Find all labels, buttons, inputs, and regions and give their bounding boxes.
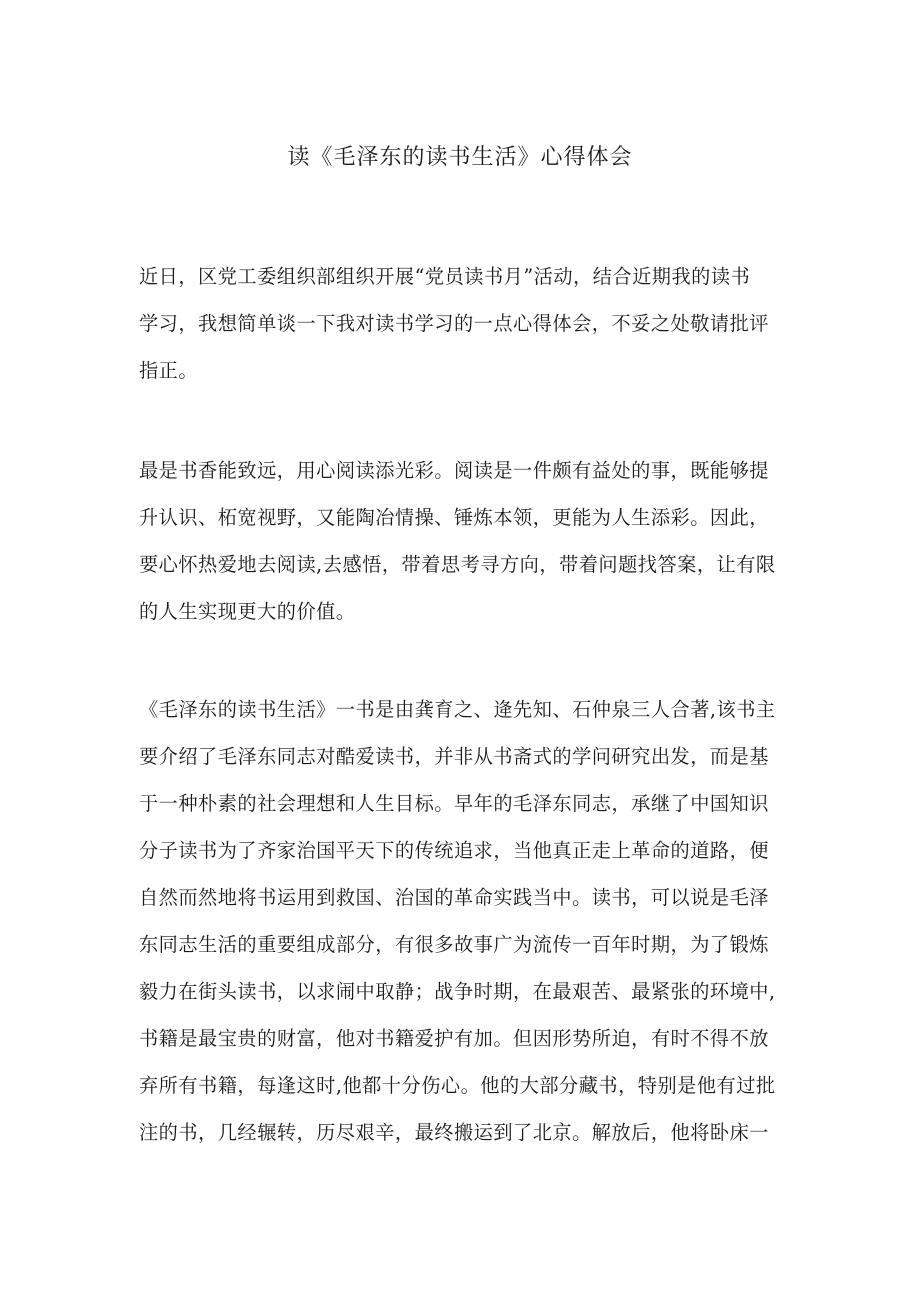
text-line: 最是书香能致远，用心阅读添光彩。阅读是一件颇有益处的事，既能够提 <box>139 459 769 482</box>
text-line: 分子读书为了齐家治国平天下的传统追求，当他真正走上革命的道路，便 <box>139 839 769 862</box>
paragraph-book <box>139 695 799 1165</box>
text-line: 东同志生活的重要组成部分，有很多故事广为流传一百年时期，为了锻炼 <box>139 933 769 956</box>
text-line: 要心怀热爱地去阅读,去感悟，带着思考寻方向，带着问题找答案，让有限 <box>139 553 776 576</box>
paragraph-intro <box>139 262 799 403</box>
text-line: 《毛泽东的读书生活》一书是由龚育之、逄先知、石仲泉三人合著,该书主 <box>139 698 776 721</box>
text-line: 毅力在街头读书，以求闹中取静；战争时期，在最艰苦、最紧张的环境中, <box>139 980 776 1003</box>
text-line: 近日，区党工委组织部组织开展“党员读书月”活动，结合近期我的读书 <box>139 265 751 288</box>
paragraph-reading <box>139 456 799 644</box>
text-line: 自然而然地将书运用到救国、治国的革命实践当中。读书，可以说是毛泽 <box>139 886 769 909</box>
text-line: 的人生实现更大的价值。 <box>139 600 356 623</box>
text-line: 升认识、柘宽视野，又能陶冶情操、锤炼本领，更能为人生添彩。因此， <box>139 506 769 529</box>
text-line: 注的书，几经辗转，历尽艰辛，最终搬运到了北京。解放后，他将卧床一 <box>139 1121 769 1144</box>
text-line: 学习，我想简单谈一下我对读书学习的一点心得体会，不妥之处敬请批评 <box>139 312 769 335</box>
text-line: 指正。 <box>139 359 199 382</box>
document-title: 读《毛泽东的读书生活》心得体会 <box>287 145 633 170</box>
text-line: 弃所有书籍，每逢这时,他都十分伤心。他的大部分藏书，特别是他有过批 <box>139 1074 776 1097</box>
text-line: 书籍是最宝贵的财富，他对书籍爱护有加。但因形势所迫，有时不得不放 <box>139 1027 769 1050</box>
text-line: 于一种朴素的社会理想和人生目标。早年的毛泽东同志，承继了中国知识 <box>139 792 769 815</box>
text-line: 要介绍了毛泽东同志对酷爱读书，并非从书斋式的学问研究出发，而是基 <box>139 745 769 768</box>
